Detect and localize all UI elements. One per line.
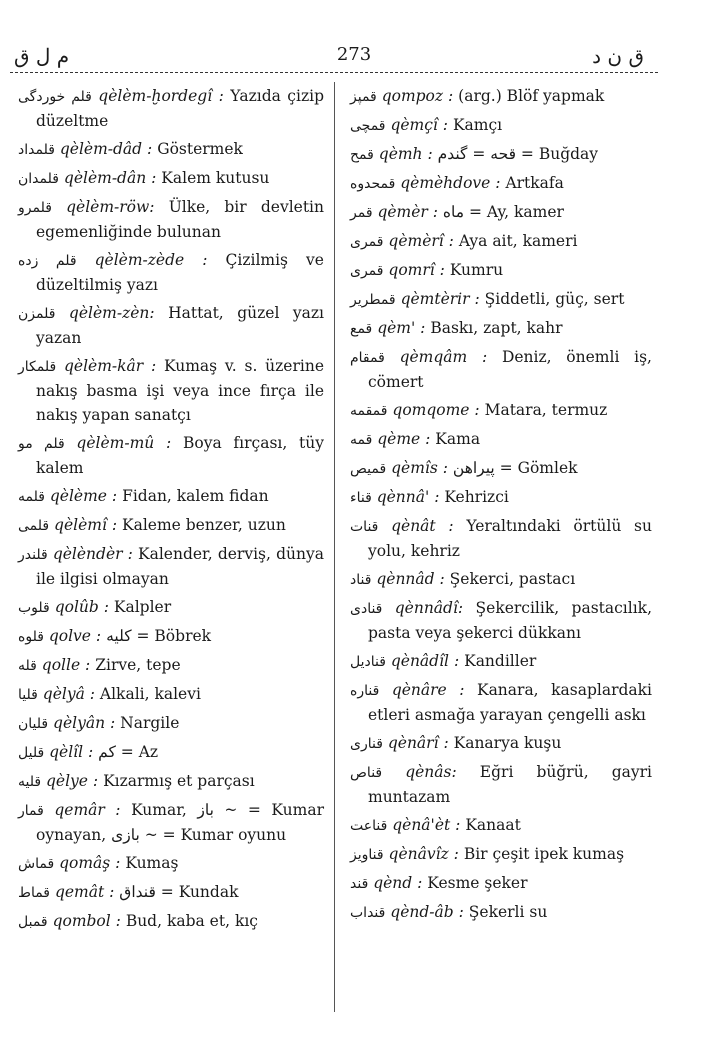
arabic-headword: قمار	[18, 803, 44, 819]
dictionary-entry	[350, 514, 652, 563]
definition: Kumaş v. s. üzerine nakış basma işi veya ince fırça ile nakış yapan sanatçı	[36, 357, 324, 424]
definition: Matara, termuz	[484, 401, 608, 419]
arabic-headword: قمیص	[350, 461, 387, 477]
definition: Alkali, kalevi	[99, 685, 201, 703]
dictionary-entry	[350, 871, 652, 896]
definition: Kalpler	[113, 598, 172, 616]
arabic-headword: قلمداد	[18, 142, 55, 158]
definition: Şiddetli, güç, sert	[484, 290, 625, 308]
dictionary-entry	[350, 649, 652, 674]
definition: Aya ait, kameri	[458, 232, 578, 250]
arabic-headword: قمح	[350, 147, 374, 163]
dictionary-entry	[350, 731, 652, 756]
definition: Kamçı	[452, 116, 503, 134]
dictionary-entry	[350, 229, 652, 254]
arabic-headword: قنات	[350, 519, 379, 535]
transliteration: qèlèm-mû :	[76, 434, 172, 452]
dictionary-entry	[18, 851, 324, 876]
definition: Hattat, güzel yazı yazan	[36, 304, 324, 347]
definition: Eğri büğrü, gayri muntazam	[368, 763, 652, 806]
dictionary-entry	[18, 740, 324, 765]
arabic-headword: قلمکار	[18, 359, 57, 375]
dictionary-entry	[350, 142, 652, 167]
dictionary-entry	[350, 842, 652, 867]
dictionary-entry	[350, 398, 652, 423]
transliteration: qèlèm-dân :	[63, 169, 157, 187]
page-number: 273	[336, 44, 372, 65]
page-header	[0, 40, 708, 76]
definition: Deniz, önemli iş, cömert	[368, 348, 652, 391]
definition: Kumar, باز ~ = Kumar oynayan, بازی ~ = Kumar oyunu	[36, 801, 324, 844]
transliteration: qèmh :	[378, 145, 433, 163]
arabic-headword: قناویز	[350, 847, 384, 863]
transliteration: qèmtèrir :	[400, 290, 480, 308]
transliteration: qèmèhdove :	[400, 174, 501, 192]
right-column	[350, 84, 652, 929]
transliteration: qèlèm-kâr :	[63, 357, 157, 375]
definition: Kandiller	[464, 652, 537, 670]
transliteration: qèm' :	[377, 319, 426, 337]
dictionary-entry	[350, 596, 652, 645]
left-column	[18, 84, 324, 938]
arabic-headword: قماش	[18, 856, 55, 872]
transliteration: qènnâdî:	[394, 599, 464, 617]
transliteration: qèlèm-zède :	[94, 251, 208, 269]
dictionary-entry	[350, 345, 652, 394]
dictionary-entry	[18, 653, 324, 678]
arabic-headword: قله	[18, 658, 37, 674]
dictionary-entry	[350, 200, 652, 225]
dictionary-entry	[350, 567, 652, 592]
dictionary-entry	[18, 595, 324, 620]
transliteration: qèlyân :	[53, 714, 116, 732]
definition: Kanarya kuşu	[453, 734, 562, 752]
definition: Çizilmiş ve düzeltilmiş yazı	[36, 251, 324, 294]
arabic-headword: قمحدوه	[350, 176, 396, 192]
arabic-headword: قلمرو	[18, 200, 52, 216]
definition: کم = Az	[98, 743, 159, 761]
dictionary-entry	[350, 760, 652, 809]
transliteration: qolle :	[41, 656, 91, 674]
transliteration: qombol :	[52, 912, 121, 930]
arabic-headword: قلم مو	[18, 436, 65, 452]
arabic-headword: قناره	[350, 683, 380, 699]
definition: Şekerli su	[468, 903, 548, 921]
definition: قنداق = Kundak	[119, 883, 239, 901]
arabic-headword: قمری	[350, 234, 384, 250]
arabic-headword: قمری	[350, 263, 384, 279]
transliteration: qèlîl :	[49, 743, 94, 761]
dictionary-entry	[18, 542, 324, 591]
arabic-headword: قنادیل	[350, 654, 386, 670]
definition: Bir çeşit ipek kumaş	[463, 845, 625, 863]
dictionary-entry	[18, 166, 324, 191]
arabic-headword: قلیه	[18, 774, 42, 790]
transliteration: qèlye :	[46, 772, 99, 790]
definition: Baskı, zapt, kahr	[430, 319, 563, 337]
transliteration: qompoz :	[381, 87, 454, 105]
definition: Zirve, tepe	[95, 656, 181, 674]
definition: Kama	[435, 430, 481, 448]
definition: (arg.) Blöf yapmak	[458, 87, 605, 105]
dictionary-entry	[350, 900, 652, 925]
dictionary-entry	[18, 431, 324, 480]
arabic-headword: قناص	[350, 765, 383, 781]
transliteration: qènnâd :	[376, 570, 445, 588]
definition: پیراهن = Gömlek	[452, 459, 578, 477]
transliteration: qemâr :	[54, 801, 121, 819]
arabic-headword: قناء	[350, 490, 372, 506]
definition: Kalem kutusu	[161, 169, 270, 187]
arabic-headword: قلوب	[18, 600, 50, 616]
transliteration: qèlèmî :	[54, 516, 118, 534]
transliteration: qomrî :	[388, 261, 445, 279]
dictionary-entry	[350, 287, 652, 312]
arabic-headword: قمه	[350, 432, 373, 448]
definition: Artkafa	[505, 174, 564, 192]
dictionary-entry	[18, 769, 324, 794]
dictionary-entry	[18, 84, 324, 133]
arabic-headword: قلیل	[18, 745, 45, 761]
definition: کلیه = Böbrek	[106, 627, 212, 645]
arabic-headword: قنداب	[350, 905, 386, 921]
transliteration: qolûb :	[54, 598, 109, 616]
dictionary-entry	[350, 258, 652, 283]
definition: Kanara, kasaplardaki etleri asmağa yarayan çengelli askı	[368, 681, 652, 724]
transliteration: qènâs:	[405, 763, 457, 781]
arabic-headword: قمر	[350, 205, 373, 221]
definition: Kalender, derviş, dünya ile ilgisi olmayan	[36, 545, 324, 588]
dictionary-entry	[350, 456, 652, 481]
transliteration: qèlèm-röw:	[66, 198, 155, 216]
dictionary-entry	[350, 316, 652, 341]
dictionary-entry	[350, 427, 652, 452]
dictionary-entry	[350, 113, 652, 138]
header-right-letters: ق ن د	[592, 44, 644, 68]
transliteration: qènârî :	[387, 734, 449, 752]
transliteration: qèmqâm :	[399, 348, 488, 366]
transliteration: qèlèm-dâd :	[59, 140, 153, 158]
definition: Kehrizci	[444, 488, 509, 506]
arabic-headword: قلمزن	[18, 306, 56, 322]
transliteration: qemât :	[54, 883, 115, 901]
definition: Ülke, bir devletin egemenliğinde bulunan	[36, 198, 324, 241]
arabic-headword: قناد	[350, 572, 372, 588]
arabic-headword: قناعت	[350, 818, 388, 834]
dictionary-entry	[350, 485, 652, 510]
transliteration: qènâvîz :	[388, 845, 459, 863]
dictionary-entry	[18, 484, 324, 509]
dictionary-entry	[18, 711, 324, 736]
arabic-headword: قمقام	[350, 350, 385, 366]
column-divider	[334, 82, 335, 1012]
definition: ماه = Ay, kamer	[442, 203, 564, 221]
arabic-headword: قماط	[18, 885, 50, 901]
dictionary-entry	[350, 84, 652, 109]
arabic-headword: قمچی	[350, 118, 386, 134]
dictionary-entry	[18, 195, 324, 244]
transliteration: qèlèndèr :	[52, 545, 133, 563]
arabic-headword: قمقمه	[350, 403, 388, 419]
dictionary-entry	[18, 880, 324, 905]
arabic-headword: قلوه	[18, 629, 44, 645]
definition: Fidan, kalem fidan	[122, 487, 269, 505]
header-left-letters: م ل ق	[14, 44, 70, 68]
dictionary-entry	[18, 301, 324, 350]
dictionary-entry	[18, 354, 324, 427]
definition: Yeraltındaki örtülü su yolu, kehriz	[368, 517, 652, 560]
transliteration: qènâdîl :	[390, 652, 460, 670]
arabic-headword: قناری	[350, 736, 383, 752]
definition: Bud, kaba et, kıç	[125, 912, 258, 930]
dictionary-entry	[18, 798, 324, 847]
arabic-headword: قنادی	[350, 601, 383, 617]
dictionary-entry	[18, 909, 324, 934]
definition: Kumaş	[125, 854, 179, 872]
definition: Göstermek	[157, 140, 243, 158]
definition: Kesme şeker	[427, 874, 528, 892]
transliteration: qènâ'èt :	[392, 816, 461, 834]
header-rule	[10, 72, 658, 73]
arabic-headword: قمطریر	[350, 292, 396, 308]
definition: قحه = گندم = Buğday	[437, 145, 599, 163]
dictionary-entry	[350, 171, 652, 196]
dictionary-entry	[18, 137, 324, 162]
arabic-headword: قلندر	[18, 547, 48, 563]
definition: Yazıda çizip düzeltme	[36, 87, 324, 130]
transliteration: qènât :	[391, 517, 454, 535]
dictionary-entry	[350, 678, 652, 727]
transliteration: qomâş :	[59, 854, 121, 872]
arabic-headword: قلیان	[18, 716, 49, 732]
transliteration: qèmèr :	[377, 203, 438, 221]
dictionary-entry	[350, 813, 652, 838]
transliteration: qènnâ' :	[376, 488, 440, 506]
transliteration: qèmçî :	[390, 116, 449, 134]
transliteration: qènd-âb :	[390, 903, 464, 921]
definition: Nargile	[120, 714, 180, 732]
definition: Şekercilik, pastacılık, pasta veya şekerci dükkanı	[368, 599, 652, 642]
definition: Kızarmış et parçası	[103, 772, 255, 790]
arabic-headword: قند	[350, 876, 369, 892]
transliteration: qèlèm-ḫordegî :	[98, 87, 224, 105]
arabic-headword: قلمه	[18, 489, 45, 505]
arabic-headword: قلمدان	[18, 171, 59, 187]
transliteration: qènâre :	[391, 681, 465, 699]
transliteration: qèlyâ :	[42, 685, 95, 703]
transliteration: qèlème :	[49, 487, 118, 505]
definition: Boya fırçası, tüy kalem	[36, 434, 325, 477]
transliteration: qèmèrî :	[388, 232, 454, 250]
arabic-headword: قلم خوردگی	[18, 89, 92, 105]
definition: Kaleme benzer, uzun	[122, 516, 286, 534]
definition: Kanaat	[465, 816, 521, 834]
arabic-headword: قمع	[350, 321, 373, 337]
definition: Şekerci, pastacı	[449, 570, 576, 588]
dictionary-entry	[18, 624, 324, 649]
transliteration: qolve :	[48, 627, 102, 645]
transliteration: qèmîs :	[391, 459, 448, 477]
transliteration: qèlèm-zèn:	[68, 304, 155, 322]
arabic-headword: قلمی	[18, 518, 50, 534]
arabic-headword: قلم زده	[18, 253, 77, 269]
arabic-headword: قمپز	[350, 89, 377, 105]
arabic-headword: قمبل	[18, 914, 48, 930]
arabic-headword: قلیا	[18, 687, 38, 703]
transliteration: qomqome :	[392, 401, 480, 419]
dictionary-entry	[18, 513, 324, 538]
definition: Kumru	[449, 261, 504, 279]
transliteration: qème :	[377, 430, 431, 448]
dictionary-entry	[18, 248, 324, 297]
dictionary-entry	[18, 682, 324, 707]
transliteration: qènd :	[373, 874, 423, 892]
